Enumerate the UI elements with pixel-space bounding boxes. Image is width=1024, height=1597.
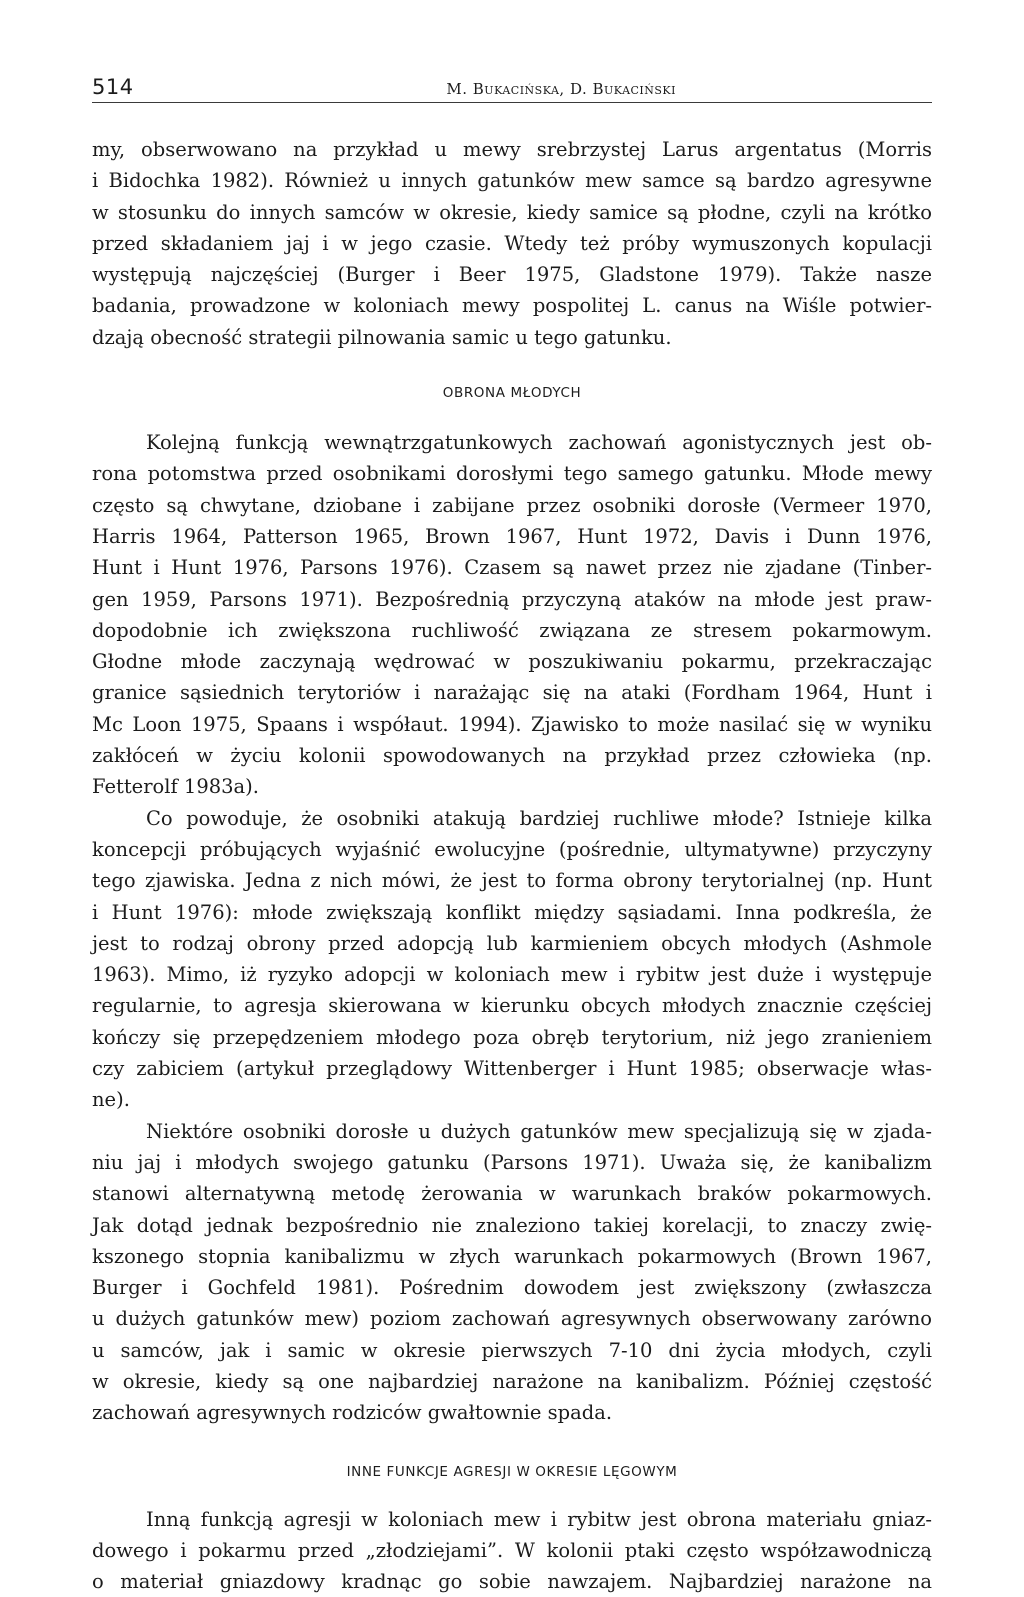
text-line: i Bidochka 1982). Również u innych gatunków mew samce są bardzo agresywne — [92, 169, 932, 193]
text-line: o materiał gniazdowy kradnąc go sobie nawzajem. Najbardziej narażone na — [92, 1570, 932, 1594]
text-line: stanowi alternatywną metodę żerowania w warunkach braków pokarmowych. — [92, 1182, 932, 1206]
text-line: przed składaniem jaj i w jego czasie. Wtedy też próby wymuszonych kopulacji — [92, 231, 932, 255]
paragraph — [92, 134, 932, 353]
paragraph — [92, 1504, 932, 1597]
text-line: my, obserwowano na przykład u mewy srebrzystej Larus argentatus (Morris — [92, 138, 932, 161]
text-line: często są chwytane, dziobane i zabijane przez osobniki dorosłe (Vermeer 1970, — [92, 493, 932, 517]
text-line: rona potomstwa przed osobnikami dorosłymi tego samego gatunku. Młode mewy — [92, 462, 932, 486]
text-line: gen 1959, Parsons 1971). Bezpośrednią przyczyną ataków na młode jest praw- — [92, 587, 932, 611]
text-line: w stosunku do innych samców w okresie, kiedy samice są płodne, czyli na krótko — [92, 200, 932, 224]
paragraph — [92, 427, 932, 803]
text-line: kończy się przepędzeniem młodego poza obręb terytorium, niż jego zranieniem — [92, 1025, 932, 1049]
text-line: dowego i pokarmu przed „złodziejami”. W kolonii ptaki często współzawodniczą — [92, 1538, 932, 1562]
text-line: zakłóceń w życiu kolonii spowodowanych na przykład przez człowieka (np. — [92, 744, 932, 768]
text-line: jest to rodzaj obrony przed adopcją lub karmieniem obcych młodych (Ashmole — [92, 931, 932, 955]
text-line: Hunt i Hunt 1976, Parsons 1976). Czasem są nawet przez nie zjadane (Tinber- — [92, 556, 932, 580]
text-line: Niektóre osobniki dorosłe u dużych gatunków mew specjalizują się w zjada- — [146, 1119, 932, 1143]
text-line: Co powoduje, że osobniki atakują bardziej ruchliwe młode? Istnieje kilka — [146, 806, 932, 830]
text-line: i Hunt 1976): młode zwiększają konflikt między sąsiadami. Inna podkreśla, że — [92, 900, 932, 924]
text-line: ne). — [92, 1088, 130, 1112]
text-line: występują najczęściej (Burger i Beer 1975, Gladstone 1979). Także nasze — [92, 263, 932, 287]
text-line: Głodne młode zaczynają wędrować w poszukiwaniu pokarmu, przekraczając — [92, 650, 932, 674]
text-line: zachowań agresywnych rodziców gwałtownie spada. — [92, 1401, 613, 1425]
text-line: Burger i Gochfeld 1981). Pośrednim dowodem jest zwiększony (zwłaszcza — [92, 1276, 932, 1300]
text-line: niu jaj i młodych swojego gatunku (Parsons 1971). Uważa się, że kanibalizm — [92, 1150, 932, 1174]
text-line: koncepcji próbujących wyjaśnić ewolucyjne (pośrednie, ultymatywne) przyczyny — [92, 837, 932, 861]
text-line: czy zabiciem (artykuł przeglądowy Wittenberger i Hunt 1985; obserwacje włas- — [92, 1057, 932, 1081]
text-line: granice sąsiednich terytoriów i narażając się na ataki (Fordham 1964, Hunt i — [92, 681, 932, 705]
text-line: kszonego stopnia kanibalizmu w złych warunkach pokarmowych (Brown 1967, — [92, 1244, 932, 1268]
section-title: INNE FUNKCJE AGRESJI W OKRESIE LĘGOWYM — [346, 1463, 678, 1480]
text-line: regularnie, to agresja skierowana w kierunku obcych młodych znacznie częściej — [92, 994, 932, 1018]
text-line: Kolejną funkcją wewnątrzgatunkowych zachowań agonistycznych jest ob- — [146, 431, 932, 455]
text-line: u samców, jak i samic w okresie pierwszych 7-10 dni życia młodych, czyli — [92, 1338, 932, 1362]
text-line: dopodobnie ich zwiększona ruchliwość związana ze stresem pokarmowym. — [92, 618, 932, 642]
text-line: Fetterolf 1983a). — [92, 775, 259, 799]
text-line: tego zjawiska. Jedna z nich mówi, że jest to forma obrony terytorialnej (np. Hunt — [92, 869, 932, 893]
section-title: OBRONA MŁODYCH — [442, 385, 582, 402]
paragraph — [92, 803, 932, 1116]
text-line: 1963). Mimo, iż ryzyko adopcji w koloniach mew i rybitw jest duże i występuje — [92, 963, 932, 987]
text-line: u dużych gatunków mew) poziom zachowań agresywnych obserwowany zarówno — [92, 1307, 932, 1331]
text-line: Mc Loon 1975, Spaans i współaut. 1994). Zjawisko to może nasilać się w wyniku — [92, 712, 932, 736]
text-line: Inną funkcją agresji w koloniach mew i rybitw jest obrona materiału gniaz- — [146, 1507, 932, 1531]
text-line: badania, prowadzone w koloniach mewy pospolitej L. canus na Wiśle potwier- — [92, 294, 932, 318]
running-head: M. Bukacińska, D. Bukaciński — [446, 80, 676, 98]
page-header — [92, 76, 932, 103]
article-body — [92, 134, 932, 1597]
text-line: Jak dotąd jednak bezpośrednio nie znaleziono takiej korelacji, to znaczy zwię- — [92, 1213, 932, 1237]
text-line: Harris 1964, Patterson 1965, Brown 1967, Hunt 1972, Davis i Dunn 1976, — [92, 524, 932, 548]
text-line: w okresie, kiedy są one najbardziej narażone na kanibalizm. Później częstość — [92, 1369, 932, 1393]
text-line: dzają obecność strategii pilnowania samic u tego gatunku. — [92, 325, 672, 349]
paragraph — [92, 1116, 932, 1429]
page-number: 514 — [92, 75, 134, 99]
